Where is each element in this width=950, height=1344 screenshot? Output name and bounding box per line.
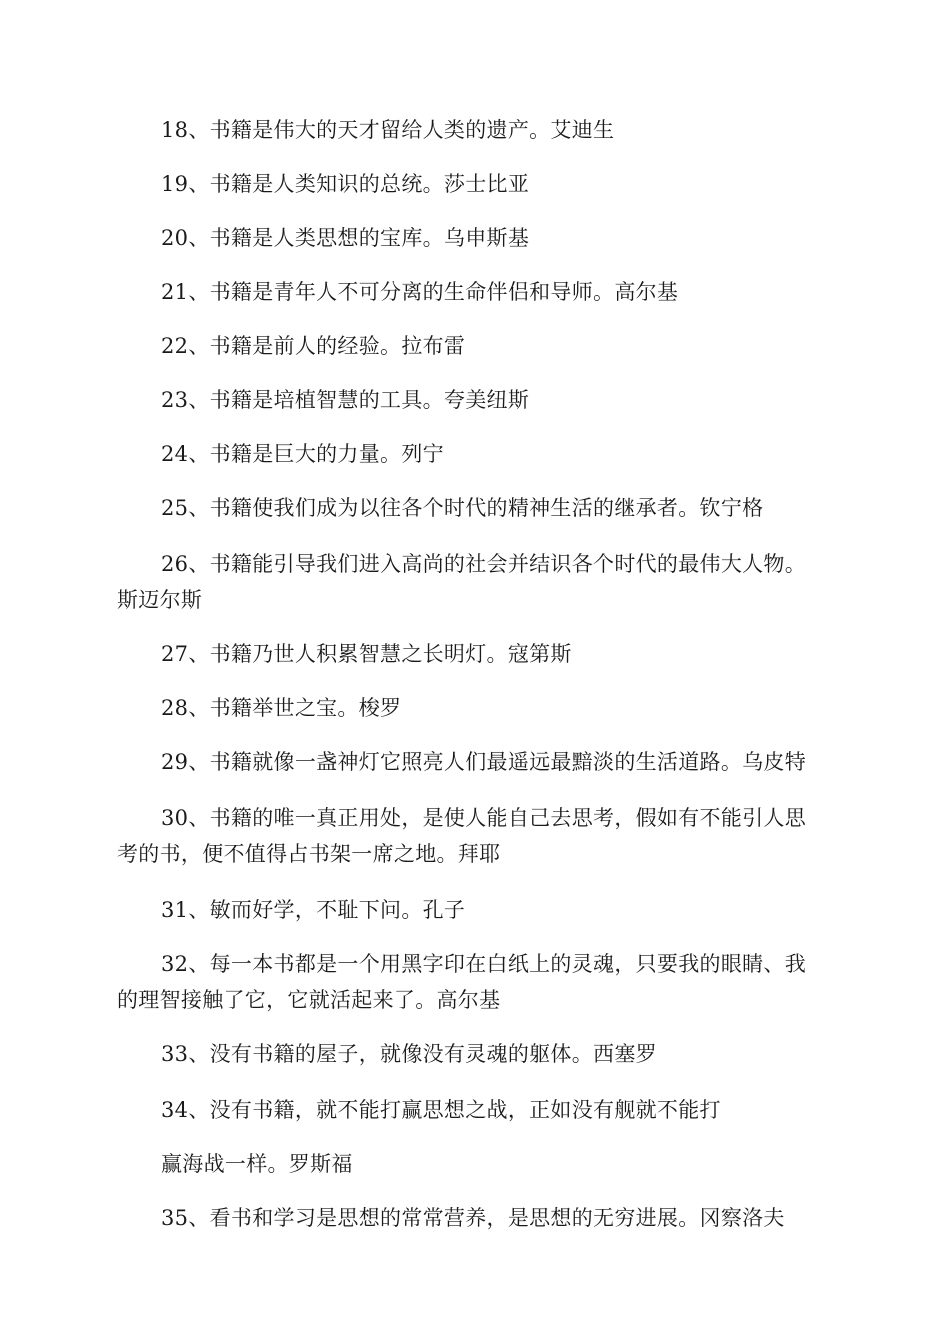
quote-paragraph	[117, 220, 837, 256]
quote-paragraph	[117, 636, 837, 672]
quote-paragraph	[117, 166, 837, 202]
text-line: 18、书籍是伟大的天才留给人类的遗产。艾迪生	[161, 118, 615, 142]
text-line: 24、书籍是巨大的力量。列宁	[161, 442, 444, 466]
quote-paragraph	[117, 436, 837, 472]
text-line: 20、书籍是人类思想的宝库。乌申斯基	[161, 226, 530, 250]
text-line: 的理智接触了它，它就活起来了。高尔基	[117, 988, 501, 1012]
quote-paragraph	[117, 274, 837, 310]
text-line: 29、书籍就像一盏神灯它照亮人们最遥远最黯淡的生活道路。乌皮特	[161, 750, 807, 774]
text-line: 赢海战一样。罗斯福	[161, 1152, 353, 1176]
quote-paragraph	[117, 892, 837, 928]
text-line: 32、每一本书都是一个用黑字印在白纸上的灵魂，只要我的眼睛、我	[161, 952, 807, 976]
text-line: 26、书籍能引导我们进入高尚的社会并结识各个时代的最伟大人物。	[161, 552, 807, 576]
text-line: 斯迈尔斯	[117, 588, 203, 612]
text-line: 28、书籍举世之宝。梭罗	[161, 696, 402, 720]
text-line: 19、书籍是人类知识的总统。莎士比亚	[161, 172, 530, 196]
quote-paragraph	[117, 946, 837, 1018]
quote-paragraph	[117, 800, 837, 872]
text-line: 21、书籍是青年人不可分离的生命伴侣和导师。高尔基	[161, 280, 679, 304]
text-line: 27、书籍乃世人积累智慧之长明灯。寇第斯	[161, 642, 572, 666]
quote-paragraph	[117, 1092, 837, 1128]
text-line: 33、没有书籍的屋子，就像没有灵魂的躯体。西塞罗	[161, 1042, 657, 1066]
text-line: 34、没有书籍，就不能打赢思想之战，正如没有舰就不能打	[161, 1098, 721, 1122]
text-line: 考的书，便不值得占书架一席之地。拜耶	[117, 842, 501, 866]
quote-paragraph	[117, 328, 837, 364]
quote-paragraph	[117, 382, 837, 418]
quote-paragraph	[117, 112, 837, 148]
quote-paragraph	[117, 546, 837, 618]
text-line: 23、书籍是培植智慧的工具。夸美纽斯	[161, 388, 530, 412]
quote-paragraph	[117, 490, 837, 526]
text-line: 22、书籍是前人的经验。拉布雷	[161, 334, 466, 358]
quote-paragraph	[117, 1036, 837, 1072]
quote-paragraph	[117, 744, 837, 780]
quote-paragraph	[117, 1146, 837, 1182]
text-line: 31、敏而好学，不耻下问。孔子	[161, 898, 466, 922]
quote-paragraph	[117, 690, 837, 726]
quote-paragraph	[117, 1200, 837, 1236]
text-line: 25、书籍使我们成为以往各个时代的精神生活的继承者。钦宁格	[161, 496, 764, 520]
text-line: 35、看书和学习是思想的常常营养，是思想的无穷进展。冈察洛夫	[161, 1206, 785, 1230]
text-line: 30、书籍的唯一真正用处，是使人能自己去思考，假如有不能引人思	[161, 806, 807, 830]
